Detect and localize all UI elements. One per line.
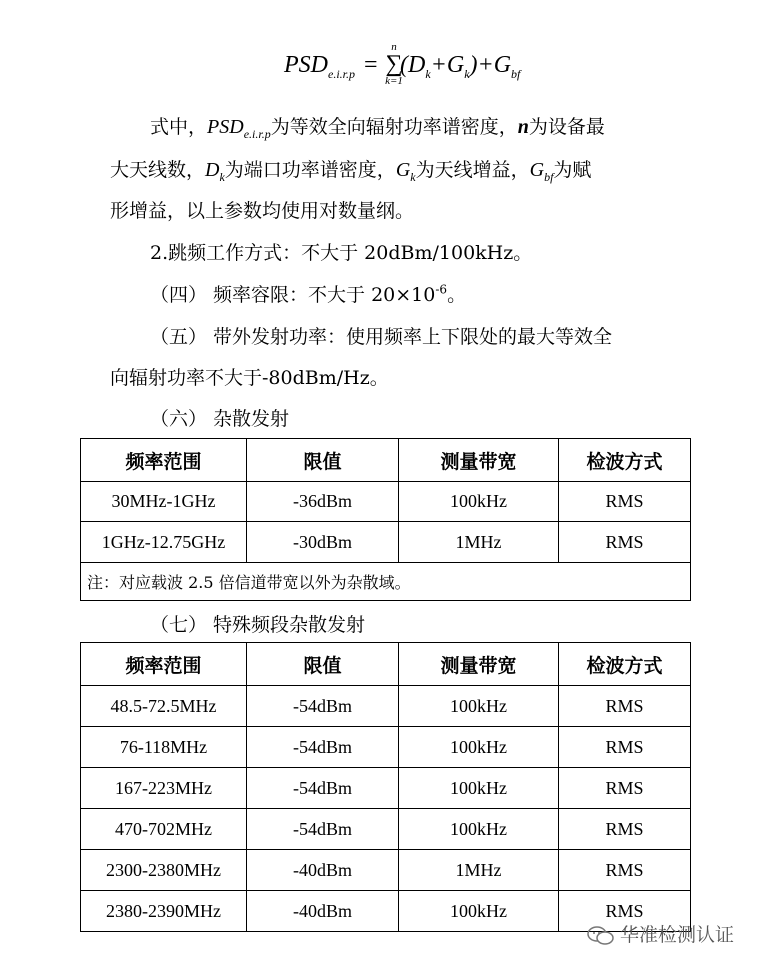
cell: 2380-2390MHz [81, 891, 247, 932]
header-bandwidth: 测量带宽 [399, 439, 559, 482]
cell: 30MHz-1GHz [81, 482, 247, 522]
oob-line-2: 向辐射功率不大于-80dBm/Hz。 [110, 367, 389, 389]
table-row [81, 809, 691, 850]
cell: -30dBm [247, 522, 399, 563]
cell: 470-702MHz [81, 809, 247, 850]
table-row [81, 522, 691, 563]
cell: RMS [559, 727, 691, 768]
cell: -36dBm [247, 482, 399, 522]
formula-rhs: $(D_k+G_k)+G_{bf}$ [400, 52, 521, 81]
table-row [81, 727, 691, 768]
header-bandwidth: 测量带宽 [399, 643, 559, 686]
cell: RMS [559, 850, 691, 891]
formula-equals: = [364, 52, 378, 78]
cell: -54dBm [247, 809, 399, 850]
table-row [81, 482, 691, 522]
cell: 76-118MHz [81, 727, 247, 768]
table-note: 注：对应载波 2.5 倍信道带宽以外为杂散域。 [81, 563, 691, 601]
spurious-table [80, 438, 691, 601]
cell: -40dBm [247, 891, 399, 932]
table-note-row [81, 563, 691, 601]
cell: 100kHz [399, 809, 559, 850]
cell: 100kHz [399, 686, 559, 727]
table-row [81, 768, 691, 809]
oob-line-1: （五） 带外发射功率：使用频率上下限处的最大等效全 [150, 326, 613, 348]
cell: 100kHz [399, 482, 559, 522]
cell: RMS [559, 482, 691, 522]
header-frequency-range: 频率范围 [81, 439, 247, 482]
table-row [81, 850, 691, 891]
table-header-row [81, 643, 691, 686]
summation-symbol: n ∑ k=1 [385, 41, 403, 87]
formula-lhs: $PSD_{e.i.r.p}$ [284, 52, 355, 81]
header-detector: 检波方式 [559, 439, 691, 482]
cell: 100kHz [399, 768, 559, 809]
cell: 100kHz [399, 727, 559, 768]
header-frequency-range: 频率范围 [81, 643, 247, 686]
cell: -54dBm [247, 686, 399, 727]
cell: 48.5-72.5MHz [81, 686, 247, 727]
cell: RMS [559, 809, 691, 850]
special-heading: （七） 特殊频段杂散发射 [150, 614, 366, 636]
watermark: 华准检测认证 [586, 920, 734, 947]
definition-line-3: 形增益，以上参数均使用对数量纲。 [110, 200, 415, 222]
hopping-mode: 2.跳频工作方式：不大于 20dBm/100kHz。 [150, 242, 533, 264]
cell: 1GHz-12.75GHz [81, 522, 247, 563]
cell: -54dBm [247, 727, 399, 768]
definition-line-1: 式中，$PSD_{e.i.r.p}$为等效全向辐射功率谱密度，n为设备最 [150, 116, 605, 141]
cell: 167-223MHz [81, 768, 247, 809]
cell: 1MHz [399, 850, 559, 891]
header-limit: 限值 [247, 439, 399, 482]
table-row [81, 686, 691, 727]
cell: RMS [559, 768, 691, 809]
table-header-row [81, 439, 691, 482]
header-limit: 限值 [247, 643, 399, 686]
psd-formula [0, 42, 763, 92]
definition-line-2: 大天线数，$D_k$为端口功率谱密度，$G_k$为天线增益，$G_{bf}$为赋 [110, 159, 592, 184]
cell: 1MHz [399, 522, 559, 563]
spurious-heading: （六） 杂散发射 [150, 408, 290, 430]
special-band-table [80, 642, 691, 932]
cell: -54dBm [247, 768, 399, 809]
cell: -40dBm [247, 850, 399, 891]
header-detector: 检波方式 [559, 643, 691, 686]
cell: 100kHz [399, 891, 559, 932]
cell: RMS [559, 522, 691, 563]
frequency-tolerance: （四） 频率容限：不大于 $20\times 10^{-6}$。 [150, 282, 467, 306]
wechat-icon [586, 925, 616, 947]
cell: RMS [559, 686, 691, 727]
cell: 2300-2380MHz [81, 850, 247, 891]
cell: RMS [559, 891, 691, 932]
